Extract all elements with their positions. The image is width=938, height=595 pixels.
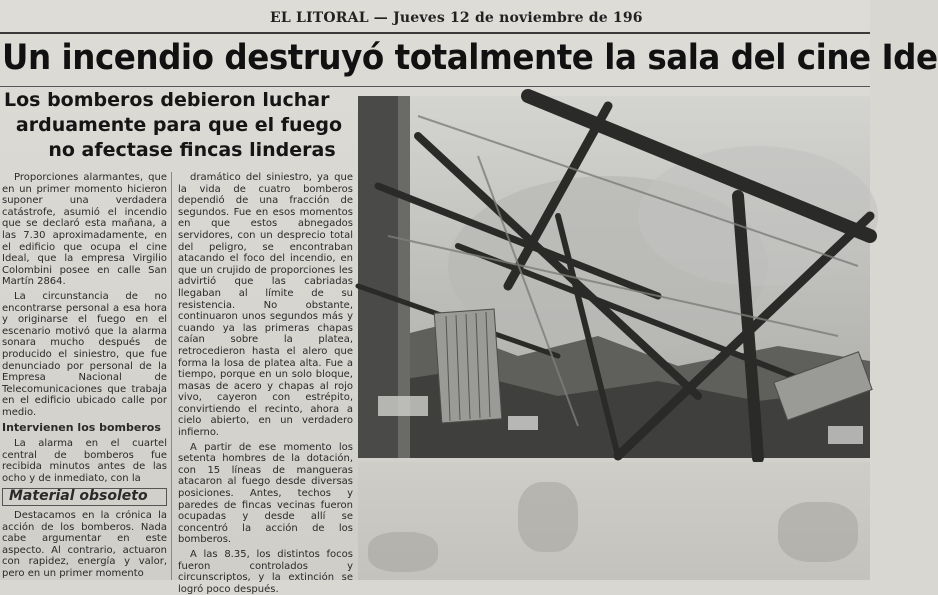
paragraph: dramático del siniestro, ya que la vida de cuatro bomberos dependió de una fracción de segundos. Fue en esos momentos en que estos abnegados servidores, con un desprecio total del peligro, se encontraban atacando el foco del incendio, en que un crujido de proporciones les advirtió que las cabriadas llegaban al límite de su resistencia. No obstante, continuaron unos segundos más y cuando ya las primeras chapas caían sobre la platea, retrocedieron hasta el alero que forma la losa de platea alta. Fue a tiempo, porque en un solo bloque, masas de acero y chapas al rojo vivo, cayeron con estrépito, convirtiendo el recinto, ahora a cielo abierto, en un verdadero infierno.: [178, 172, 353, 439]
column-rule: [171, 172, 172, 580]
paragraph: Proporciones alarmantes, que en un primer momento hicieron suponer una verdadera catástrofe, asumió el incendio que se declaró esta mañana, a las 7.30 aproximadamente, en el edificio que ocupa el cine Ideal, que la empresa Virgilio Colombini posee en calle San Martín 2864.: [2, 172, 167, 288]
paragraph: A partir de ese momento los setenta hombres de la dotación, con 15 líneas de mangueras atacaron al fuego desde diversas posiciones. Antes, techos y paredes de fincas vecinas fueron ocupadas y desde allí se concentró la acción de los bomberos.: [178, 441, 353, 546]
subheadline: [4, 88, 354, 163]
paragraph: A las 8.35, los distintos focos fueron controlados y circunscriptos, y la extinción se logró poco después.: [178, 549, 353, 595]
headline: Un incendio destruyó totalmente la sala del cine Ide: [2, 38, 938, 78]
lower-photo-area: [358, 462, 870, 580]
article-column-2: [178, 172, 353, 595]
paragraph: Destacamos en la crónica la acción de los bomberos. Nada cabe argumentar en este aspecto. Al contrario, actuaron con rapidez, energía y valor, pero en un primer momento: [2, 510, 167, 579]
article-column-1: [2, 172, 167, 580]
fire-ruins-photo: [358, 96, 870, 458]
paragraph: La circunstancia de no encontrarse personal a esa hora y originarse el fuego en el escenario motivó que la alarma sonara mucho después de producido el siniestro, que fue denunciado por personal de la Empresa Nacional de Telecomunicaciones que trabaja en el edificio ubicado calle por medio.: [2, 290, 167, 418]
subhead-line-2: arduamente para que el fuego: [15, 114, 343, 136]
ink-blot: [518, 482, 578, 552]
ink-blot: [368, 532, 438, 572]
subhead-line-1: Los bomberos debieron luchar: [4, 89, 330, 111]
ink-blot: [778, 502, 858, 562]
masthead: EL LITORAL — Jueves 12 de noviembre de 196: [270, 10, 643, 26]
paragraph: La alarma en el cuartel central de bomberos fue recibida minutos antes de las ocho y de inmediato, con la: [2, 438, 167, 484]
boxed-heading: Material obsoleto: [2, 488, 167, 506]
headline-rule: [0, 86, 870, 87]
photo-illustration: [358, 96, 870, 458]
top-rule: [0, 32, 870, 34]
section-heading: Intervienen los bomberos: [2, 421, 161, 435]
subhead-line-3: no afectase fincas linderas: [48, 139, 336, 161]
